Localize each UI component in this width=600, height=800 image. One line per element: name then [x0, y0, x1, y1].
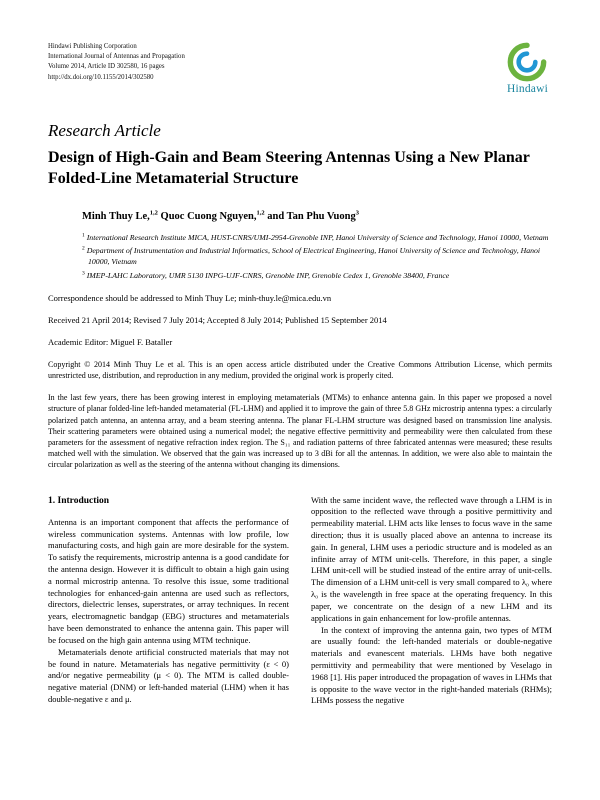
abstract-text: In the last few years, there has been growing interest in employing metamaterials (MTMs) to enhance antenna gain. In this paper we proposed a novel structure of planar folded-line left-handed metamaterial (FL-LHM) and applied it to improve the gain of three 5.8 GHz microstrip antenna types: a circularly polarized patch antenna, an antenna array, and a beam steering antenna. The planar FL-LHM structure was designed based on transmission line analysis. Their scattering parameters were obtained using a numerical model; the negative effective permittivity and permeability were then calculated from these parameters for the assessment of negative refraction index region. The S₁₁ and radiation patterns of three fabricated antennas were measured; these results matched well with the simulation. We observed that the gain was increased up to 3 dBi for all the antennas. In addition, we were also able to maintain the circular polarization as well as the steering of the antenna without changing its dimensions. — [48, 393, 552, 470]
publisher-info — [48, 42, 185, 83]
academic-editor-line: Academic Editor: Miguel F. Bataller — [48, 336, 173, 347]
author-affil-sup: 1,2 — [149, 209, 158, 217]
affiliation-item — [82, 245, 552, 268]
copyright-text: Copyright © 2014 Minh Thuy Le et al. This is an open access article distributed under the Creative Commons Attribution License, which permits unrestricted use, distribution, and reproduction in any medium, provided the original work is properly cited. — [48, 359, 552, 381]
correspondence-line — [48, 293, 552, 303]
dates-line: Received 21 April 2014; Revised 7 July 2014; Accepted 8 July 2014; Published 15 September 2014 — [48, 314, 387, 325]
page-header — [48, 42, 552, 95]
affiliation-sup: 3 — [82, 270, 85, 277]
author-name: and Tan Phu Vuong — [264, 210, 356, 222]
body-paragraph: With the same incident wave, the reflected wave through a LHM is in opposition to the reflected wave through a positive permittivity and permeability material. LHM acts like lenses to focus wave in the same direction; thus it is usually placed above an antenna to increase its gain. In general, LHM uses a periodic structure and is modeled as an infinite array of MTM unit-cells. Therefore, in this paper, a single LHM unit-cell will be studied instead of the entire array of unit-cells. The dimension of a LHM unit-cell is very small compared to λ₀ where λ₀ is the wavelength in free space at the operating frequency. In this paper, we concentrate on the design of a new LHM and its applications in gain enhancement for low-profile antennas. — [311, 494, 552, 623]
publisher-name: Hindawi Publishing Corporation — [48, 43, 137, 50]
column-left — [48, 495, 289, 708]
hindawi-wordmark: Hindawi — [506, 83, 548, 95]
column-right — [311, 495, 552, 708]
affiliation-text: Department of Instrumentation and Industrial Informatics, School of Electrical Engineering, Hanoi University of Science and Technology, Hanoi 10000, Vietnam — [84, 246, 541, 267]
section-heading-introduction: 1. Introduction — [48, 495, 110, 506]
correspondence-email-link[interactable]: minh-thuy.le@mica.edu.vn — [238, 292, 332, 303]
body-paragraph: In the context of improving the antenna gain, two types of MTM are usually found: the left-handed materials or double-negative materials and evanescent materials. LHMs have both negative permittivity and permeability that were mentioned by Veselago in 1968 [1]. His paper introduced the propagation of waves in LHMs that is opposite to the wave vector in the right-handed materials (RHMs); LHMs possess the negative — [311, 624, 552, 706]
authors-line — [48, 209, 552, 222]
hindawi-swirl-icon — [507, 42, 547, 82]
article-title: Design of High-Gain and Beam Steering Antennas Using a New Planar Folded-Line Metamaterial Structure — [48, 149, 530, 188]
body-paragraph: Antenna is an important component that affects the performance of wireless communication systems. Antennas with low profile, low manufacturing costs, and high gain are more desirable for the system. To satisfy the requirements, microstrip antenna is a good candidate for the antenna design. However it is difficult to obtain a high gain using a normal microstrip antenna. To resolve this issue, some traditional technologies for enhanced-gain antenna are used such as reflectors, directors, dielectric lenses, superstrates, or array techniques. In recent years, electromagnetic bandgap (EBG) structures and metamaterials have been demonstrated to enhance the antenna gain. This paper will be focused on the high gain antenna using MTM technique. — [48, 516, 289, 645]
affiliation-text: IMEP-LAHC Laboratory, UMR 5130 INPG-UJF-CNRS, Grenoble INP, Grenoble Cedex 1, Grenoble 38400, France — [84, 270, 450, 280]
body-paragraph: Metamaterials denote artificial constructed materials that may not be found in nature. Metamaterials has negative permittivity (ε < 0) and/or negative permeability (μ < 0). The MTM is called double-negative material (DNM) or left-handed material (LHM) when it has double-negative ε and μ. — [48, 646, 289, 704]
author-name: Quoc Cuong Nguyen, — [157, 210, 257, 222]
author — [265, 211, 359, 222]
affiliations — [48, 232, 552, 281]
doi-link[interactable]: http://dx.doi.org/10.1155/2014/302580 — [48, 73, 154, 81]
affiliation-sup: 2 — [82, 245, 85, 252]
affiliation-item — [82, 232, 552, 243]
author — [158, 211, 265, 222]
author-name: Minh Thuy Le, — [82, 210, 150, 222]
affiliation-sup: 1 — [82, 232, 85, 239]
article-type-label: Research Article — [48, 121, 161, 140]
volume-info: Volume 2014, Article ID 302580, 16 pages — [48, 63, 165, 71]
affiliation-item — [82, 270, 552, 281]
affiliation-text: International Research Institute MICA, HUST-CNRS/UMI-2954-Grenoble INP, Hanoi University of Science and Technology, Hanoi 10000, Vietnam — [84, 232, 549, 242]
journal-name: International Journal of Antennas and Propagation — [48, 53, 185, 61]
correspondence-text: Correspondence should be addressed to Minh Thuy Le; — [48, 292, 239, 303]
introduction-columns — [48, 495, 552, 708]
hindawi-logo — [507, 42, 548, 95]
author-affil-sup: 1,2 — [256, 209, 265, 217]
author-affil-sup: 3 — [355, 209, 359, 217]
author — [82, 211, 158, 222]
